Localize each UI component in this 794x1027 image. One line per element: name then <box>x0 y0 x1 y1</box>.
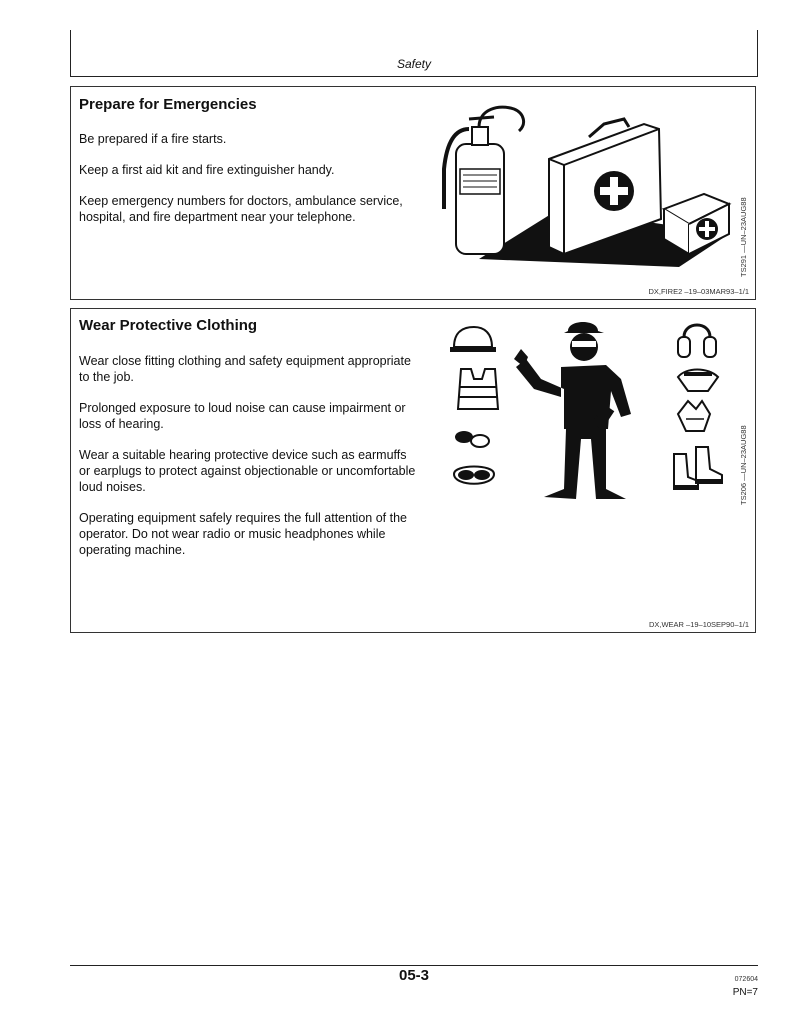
section-title: Prepare for Emergencies <box>79 96 257 113</box>
running-header: Safety <box>396 57 432 71</box>
section-title: Wear Protective Clothing <box>79 317 258 334</box>
illustration-code: TS206 —UN–23AUG88 <box>739 425 748 505</box>
paragraph: Wear close fitting clothing and safety equipment appropriate to the job. <box>79 354 411 384</box>
respirator-mask-icon <box>678 370 718 392</box>
paragraph: Keep a first aid kit and fire extinguisher handy. <box>79 163 335 177</box>
fire-extinguisher-icon <box>444 107 524 254</box>
worker-silhouette-icon <box>514 322 631 499</box>
paragraph: Be prepared if a fire starts. <box>79 132 227 146</box>
section-prepare-for-emergencies <box>70 86 756 300</box>
hard-hat-icon <box>450 327 496 352</box>
paragraph: Prolonged exposure to loud noise can cause impairment or loss of hearing. <box>79 401 406 431</box>
section-body <box>79 131 424 240</box>
date-code: 072604 <box>734 976 758 983</box>
earmuffs-icon <box>678 325 716 357</box>
pn-label: PN=7 <box>732 987 758 998</box>
section-body <box>79 353 419 573</box>
footer-rule <box>70 965 758 966</box>
small-first-aid-box-icon <box>664 194 729 254</box>
fire-extinguisher-first-aid-illustration <box>439 99 739 269</box>
safety-boots-icon <box>674 447 722 489</box>
reference-code: DX,WEAR –19–10SEP90–1/1 <box>648 620 749 629</box>
paragraph: Operating equipment safely requires the full attention of the operator. Do not wear radio or music headphones while operating machine. <box>79 511 407 557</box>
gloves-icon <box>678 401 710 431</box>
reference-code: DX,FIRE2 –19–03MAR93–1/1 <box>648 287 749 296</box>
earplugs-icon <box>455 431 489 447</box>
protective-clothing-illustration <box>446 319 746 504</box>
safety-vest-icon <box>458 369 498 409</box>
section-wear-protective-clothing <box>70 308 756 633</box>
illustration-code: TS291 —UN–23AUG88 <box>739 197 748 277</box>
page-number: 05-3 <box>398 967 430 984</box>
header-rule <box>70 76 758 77</box>
goggles-icon <box>454 467 494 484</box>
paragraph: Keep emergency numbers for doctors, ambulance service, hospital, and fire department near your telephone. <box>79 194 403 224</box>
paragraph: Wear a suitable hearing protective device such as earmuffs or earplugs to protect against objectionable or uncomfortable loud noises. <box>79 448 416 494</box>
